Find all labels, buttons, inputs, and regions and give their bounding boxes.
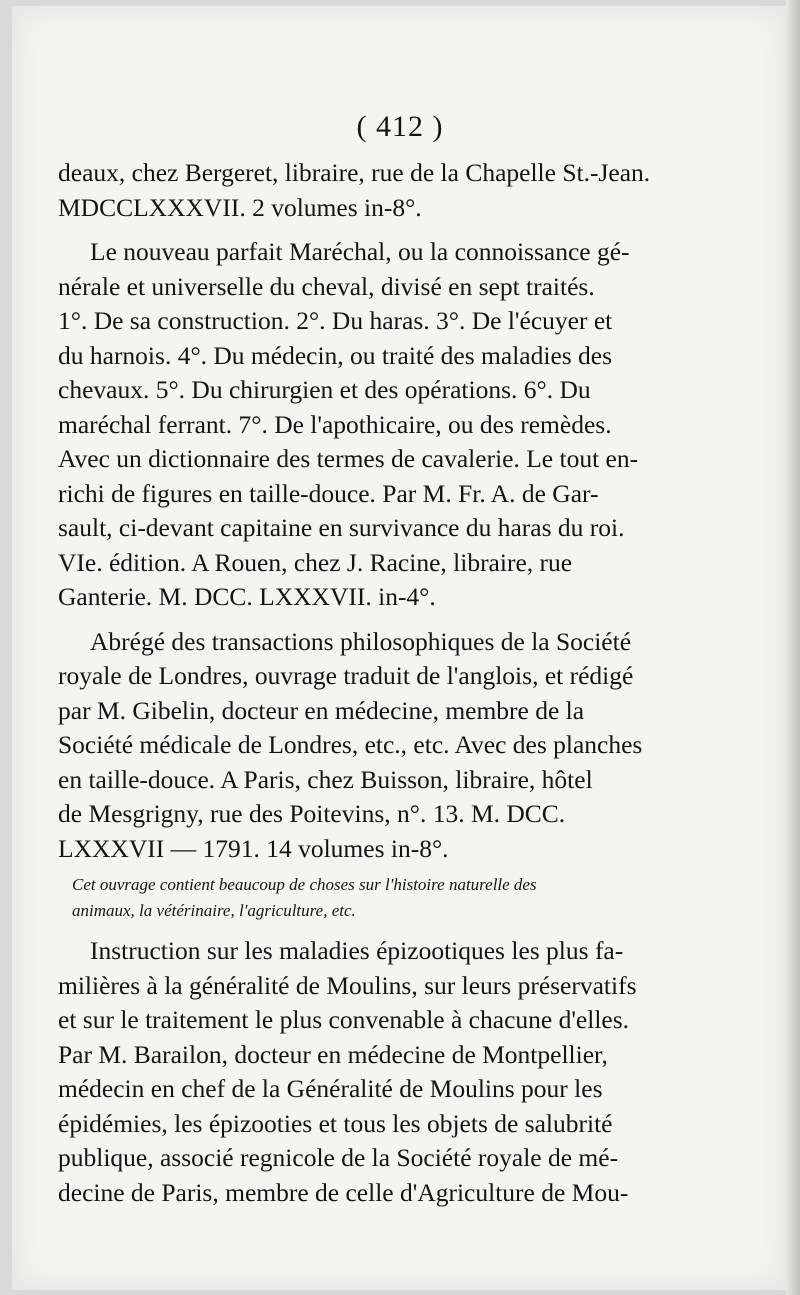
text-line: LXXXVII — 1791. 14 volumes in-8°. (58, 833, 449, 863)
text-line: médecin en chef de la Généralité de Moulins pour les (58, 1074, 603, 1103)
note-line: Cet ouvrage contient beaucoup de choses sur l'histoire naturelle des (72, 875, 537, 894)
text-line: chevaux. 5°. Du chirurgien et des opérations. 6°. Du (58, 375, 591, 404)
text-line: par M. Gibelin, docteur en médecine, membre de la (58, 695, 585, 725)
page-edge-shadow (786, 0, 800, 1295)
entry-transactions-philosophiques (58, 625, 750, 867)
text-line: publique, associé regnicole de la Société royale de mé- (58, 1143, 619, 1172)
entry-maladies-epizootiques (58, 934, 750, 1210)
text-line: Instruction sur les maladies épizootiques les plus fa- (90, 936, 624, 965)
text-line: de Mesgrigny, rue des Poitevins, n°. 13. M. DCC. (58, 799, 566, 828)
entry-parfait-marechal (58, 235, 750, 615)
text-line: maréchal ferrant. 7°. De l'apothicaire, ou des remèdes. (58, 409, 612, 439)
text-line: Abrégé des transactions philosophiques de la Société (90, 626, 632, 656)
text-line: 1°. De sa construction. 2°. Du haras. 3°. De l'écuyer et (58, 306, 613, 335)
text-line: en taille-douce. A Paris, chez Buisson, libraire, hôtel (58, 764, 593, 794)
text-line: sault, ci-devant capitaine en survivance du haras du roi. (58, 513, 625, 542)
entry-note (58, 872, 750, 924)
text-line: et sur le traitement le plus convenable à chacune d'elles. (58, 1005, 630, 1034)
book-page (12, 6, 788, 1290)
text-line: Le nouveau parfait Maréchal, ou la connoissance gé- (90, 237, 630, 266)
text-line: royale de Londres, ouvrage traduit de l'anglois, et rédigé (58, 661, 634, 690)
text-line: richi de figures en taille-douce. Par M. Fr. A. de Gar- (58, 478, 599, 508)
text-line: nérale et universelle du cheval, divisé en sept traités. (58, 271, 595, 301)
text-line: Par M. Barailon, docteur en médecine de Montpellier, (58, 1039, 608, 1069)
text-line: MDCCLXXXVII. 2 volumes in-8°. (58, 192, 422, 222)
text-line: VIe. édition. A Rouen, chez J. Racine, libraire, rue (58, 547, 573, 577)
text-line: du harnois. 4°. Du médecin, ou traité des maladies des (58, 340, 613, 370)
page-number: ( 412 ) (356, 110, 444, 143)
text-line: milières à la généralité de Moulins, sur leurs préservatifs (58, 970, 637, 1000)
note-line: animaux, la vétérinaire, l'agriculture, etc. (72, 901, 356, 920)
text-line: Avec un dictionnaire des termes de cavalerie. Le tout en- (58, 444, 639, 473)
text-line: decine de Paris, membre de celle d'Agriculture de Mou- (58, 1177, 629, 1207)
text-line: deaux, chez Bergeret, libraire, rue de la Chapelle St.-Jean. (58, 158, 651, 187)
text-line: Ganterie. M. DCC. LXXXVII. in-4°. (58, 582, 436, 611)
entry-continuation (58, 156, 750, 225)
text-line: épidémies, les épizooties et tous les objets de salubrité (58, 1108, 613, 1138)
text-line: Société médicale de Londres, etc., etc. Avec des planches (58, 730, 643, 759)
page-body (58, 156, 750, 1210)
